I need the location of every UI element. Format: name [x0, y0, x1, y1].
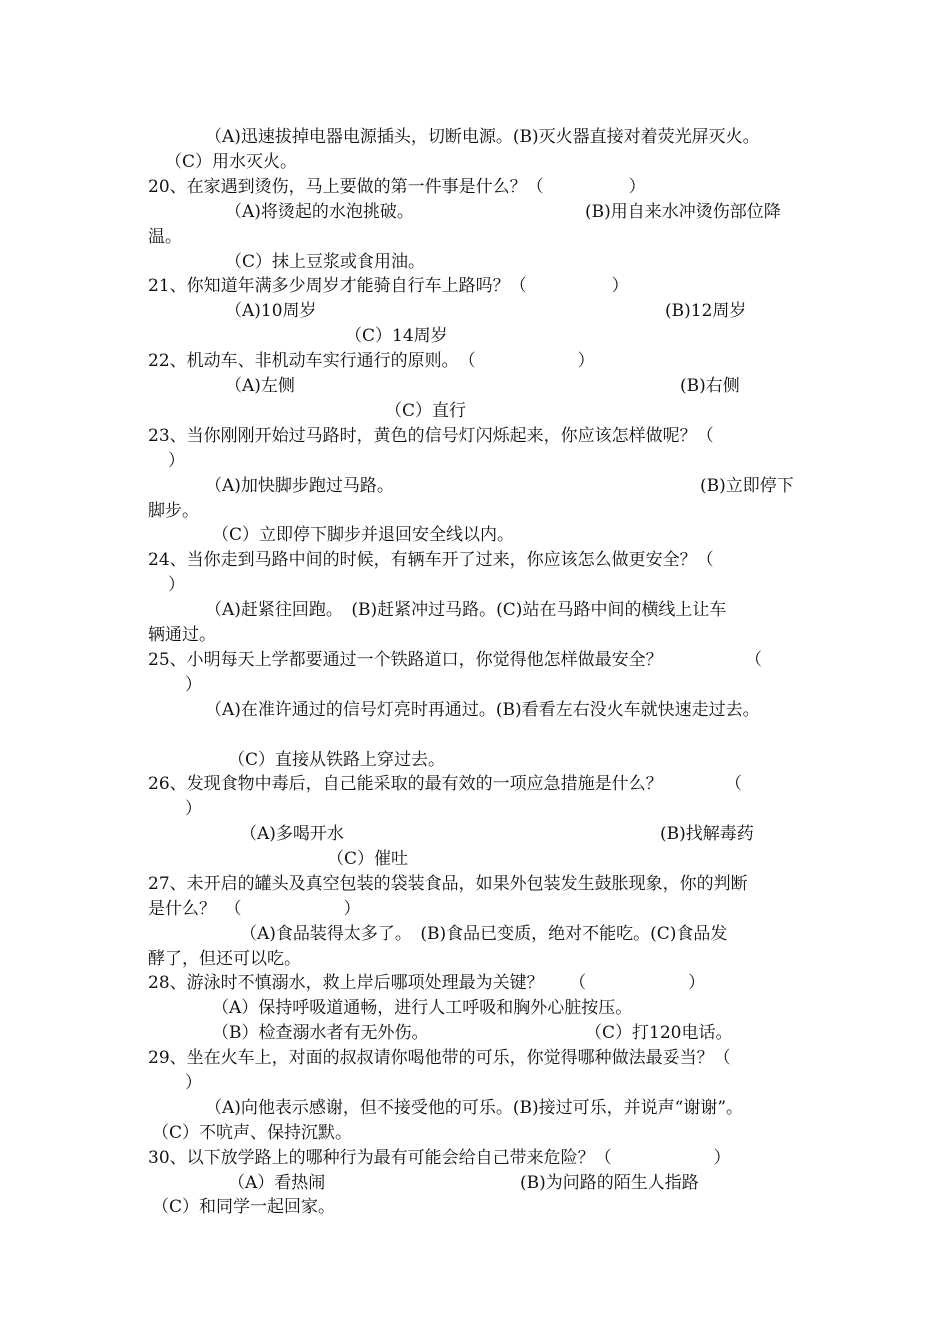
q30-option-c: （C）和同学一起回家。 [152, 1197, 336, 1217]
q27-question-cont: 是什么？ （ ） [148, 899, 361, 919]
q24-options-cont: 辆通过。 [148, 625, 216, 645]
q26-paren-open: （ [725, 774, 742, 794]
q23-option-b: (B)立即停下 [700, 476, 794, 496]
q20-question: 20、在家遇到烫伤，马上要做的第一件事是什么？（ ） [148, 177, 646, 197]
q21-option-a: （A)10周岁 [225, 301, 317, 321]
q25-option-c: （C）直接从铁路上穿过去。 [228, 750, 446, 770]
q27-options: （A)食品装得太多了。 (B)食品已变质，绝对不能吃。(C)食品发 [240, 924, 728, 944]
q21-question: 21、你知道年满多少周岁才能骑自行车上路吗？（ ） [148, 276, 629, 296]
q29-paren-close: ） [185, 1073, 202, 1093]
q26-option-b: (B)找解毒药 [660, 824, 754, 844]
q28-question: 28、游泳时不慎溺水，救上岸后哪项处理最为关键？ （ ） [148, 973, 706, 993]
q30-question: 30、以下放学路上的哪种行为最有可能会给自己带来危险？（ ） [148, 1148, 731, 1168]
q26-question: 26、发现食物中毒后，自己能采取的最有效的一项应急措施是什么？ [148, 774, 663, 794]
q22-question: 22、机动车、非机动车实行通行的原则。 （ ） [148, 351, 595, 371]
q20-option-c: （C）抹上豆浆或食用油。 [225, 252, 426, 272]
q25-paren-close: ） [185, 675, 202, 695]
q26-option-a: （A)多喝开水 [240, 824, 344, 844]
q21-option-b: (B)12周岁 [665, 301, 747, 321]
q28-option-b: （B）检查溺水者有无外伤。 [212, 1023, 429, 1043]
q21-option-c: （C）14周岁 [345, 326, 448, 346]
q23-option-a: （A)加快脚步跑过马路。 [205, 476, 394, 496]
q29-option-c: （C）不吭声、保持沉默。 [152, 1123, 353, 1143]
q29-options-ab: （A)向他表示感谢，但不接受他的可乐。(B)接过可乐，并说声“谢谢”。 [205, 1098, 744, 1118]
q20-option-a: （A)将烫起的水泡挑破。 [225, 202, 414, 222]
q22-option-a: （A)左侧 [225, 376, 295, 396]
q23-question: 23、当你刚刚开始过马路时，黄色的信号灯闪烁起来，你应该怎样做呢？（ [148, 426, 714, 446]
q22-option-b: (B)右侧 [680, 376, 740, 396]
q27-question: 27、未开启的罐头及真空包装的袋装食品，如果外包装发生鼓胀现象，你的判断 [148, 874, 748, 894]
q25-paren-open: （ [745, 650, 762, 670]
q23-option-b-cont: 脚步。 [148, 501, 199, 521]
q22-option-c: （C）直行 [385, 401, 467, 421]
q23-option-c: （C）立即停下脚步并退回安全线以内。 [212, 525, 515, 545]
q28-option-c: （C）打120电话。 [585, 1023, 733, 1043]
q19-option-c: （C）用水灭火。 [165, 152, 298, 172]
q27-options-cont: 酵了，但还可以吃。 [148, 949, 301, 969]
q29-question: 29、坐在火车上，对面的叔叔请你喝他带的可乐，你觉得哪种做法最妥当？（ [148, 1048, 731, 1068]
q28-option-a: （A）保持呼吸道通畅，进行人工呼吸和胸外心脏按压。 [212, 998, 633, 1018]
q19-options-ab: （A)迅速拔掉电器电源插头，切断电源。(B)灭火器直接对着荧光屏灭火。 [205, 127, 760, 147]
q30-option-a: （A）看热闹 [228, 1173, 326, 1193]
q24-paren-close: ） [168, 575, 185, 595]
q25-question: 25、小明每天上学都要通过一个铁路道口，你觉得他怎样做最安全？ [148, 650, 663, 670]
q24-question: 24、当你走到马路中间的时候，有辆车开了过来，你应该怎么做更安全？（ [148, 550, 714, 570]
q26-option-c: （C）催吐 [327, 849, 409, 869]
q23-paren-close: ） [168, 451, 185, 471]
q24-options: （A)赶紧往回跑。 (B)赶紧冲过马路。(C)站在马路中间的横线上让车 [205, 600, 727, 620]
q26-paren-close: ） [185, 799, 202, 819]
q25-options-ab: （A)在准许通过的信号灯亮时再通过。(B)看看左右没火车就快速走过去。 [205, 700, 760, 720]
q20-option-b-cont: 温。 [148, 227, 182, 247]
q20-option-b: (B)用自来水冲烫伤部位降 [585, 202, 781, 222]
q30-option-b: (B)为问路的陌生人指路 [520, 1173, 699, 1193]
